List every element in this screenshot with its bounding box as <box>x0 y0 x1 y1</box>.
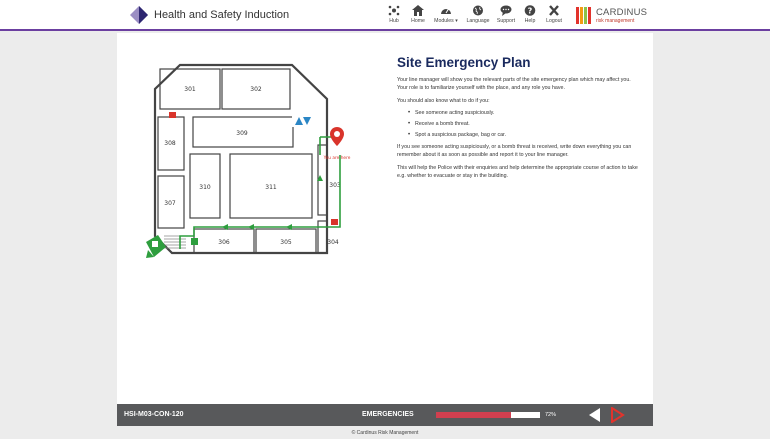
chat-icon <box>500 5 512 16</box>
fire-alarm-icon <box>169 112 176 118</box>
nav-language-label: Language <box>466 18 490 24</box>
room-304-label: 304 <box>327 239 339 246</box>
app-header <box>0 0 770 31</box>
nav-logout-label: Logout <box>546 18 562 24</box>
page-code: HSI-M03-CON-120 <box>124 411 184 418</box>
help-icon <box>524 5 536 16</box>
nav-modules[interactable] <box>430 5 462 29</box>
bullet-item: • See someone acting suspiciously. <box>415 110 642 116</box>
room-311-label: 311 <box>265 184 277 191</box>
next-button[interactable] <box>609 407 625 423</box>
fire-alarm-icon <box>331 219 338 225</box>
floor-plan <box>142 61 352 266</box>
content-panel <box>117 33 653 404</box>
police-paragraph: This will help the Police with their enquiries and help determine the appropriate course of action to take e.g. whether to evacuate or stay in the building. <box>397 165 638 179</box>
you-are-here-marker <box>330 127 344 146</box>
bullet-list <box>415 110 642 138</box>
room-309-label: 309 <box>236 130 248 137</box>
nav-support[interactable] <box>494 5 518 29</box>
brand-bars-icon <box>576 7 592 24</box>
room-302-label: 302 <box>250 86 262 93</box>
top-nav <box>382 5 566 29</box>
room-307-label: 307 <box>164 200 176 207</box>
room-303-label: 303 <box>329 182 341 189</box>
text-column <box>397 55 642 185</box>
list-intro: You should also know what to do if you: <box>397 98 490 104</box>
bullet-item: • Receive a bomb threat. <box>415 121 642 127</box>
modules-icon <box>440 5 452 16</box>
progress-percent: 72% <box>545 412 557 418</box>
svg-text:?: ? <box>527 6 533 16</box>
brand-logo <box>576 6 650 26</box>
progress-bar <box>436 412 540 418</box>
nav-help[interactable] <box>518 5 542 29</box>
nav-hub[interactable] <box>382 5 406 29</box>
hub-icon <box>388 5 400 16</box>
nav-modules-label: Modules ▾ <box>434 18 458 24</box>
progress-fill <box>436 412 511 418</box>
first-aid-icon <box>191 238 198 245</box>
room-310-label: 310 <box>199 184 211 191</box>
globe-icon <box>472 5 484 16</box>
instruction-paragraph: If you see someone acting suspiciously, or a bomb threat is received, write down everything you can remember about it as soon as possible and report it to your line manager. <box>397 144 632 158</box>
room-308-label: 308 <box>164 140 176 147</box>
arrow-left-icon <box>589 408 600 422</box>
you-are-here-label: You are here <box>323 156 351 161</box>
nav-home-label: Home <box>411 18 425 24</box>
room-301-label: 301 <box>184 86 196 93</box>
previous-button[interactable] <box>587 407 603 423</box>
footer-bar <box>117 404 653 426</box>
section-name: EMERGENCIES <box>362 411 414 418</box>
bullet-item: • Spot a suspicious package, bag or car. <box>415 132 642 138</box>
nav-support-label: Support <box>496 18 516 24</box>
nav-logout[interactable] <box>542 5 566 29</box>
intro-paragraph: Your line manager will show you the relevant parts of the site emergency plan which may affect you. Your role is to familiarize yourself with the place, and any role you have. <box>397 77 631 91</box>
room-305-label: 305 <box>280 239 292 246</box>
copyright: © Cardinus Risk Management <box>351 430 419 436</box>
page-title: Site Emergency Plan <box>397 55 531 70</box>
brand-name: CARDINUS <box>596 7 648 18</box>
brand-tagline: risk management <box>596 18 635 24</box>
arrow-right-icon <box>612 408 623 422</box>
nav-help-label: Help <box>524 18 536 24</box>
course-logo-icon <box>130 6 148 24</box>
home-icon <box>412 5 424 16</box>
nav-home[interactable] <box>406 5 430 29</box>
nav-language[interactable] <box>462 5 494 29</box>
room-306-label: 306 <box>218 239 230 246</box>
nav-hub-label: Hub <box>389 18 399 24</box>
app-title: Health and Safety Induction <box>154 9 290 21</box>
close-icon <box>548 5 560 16</box>
